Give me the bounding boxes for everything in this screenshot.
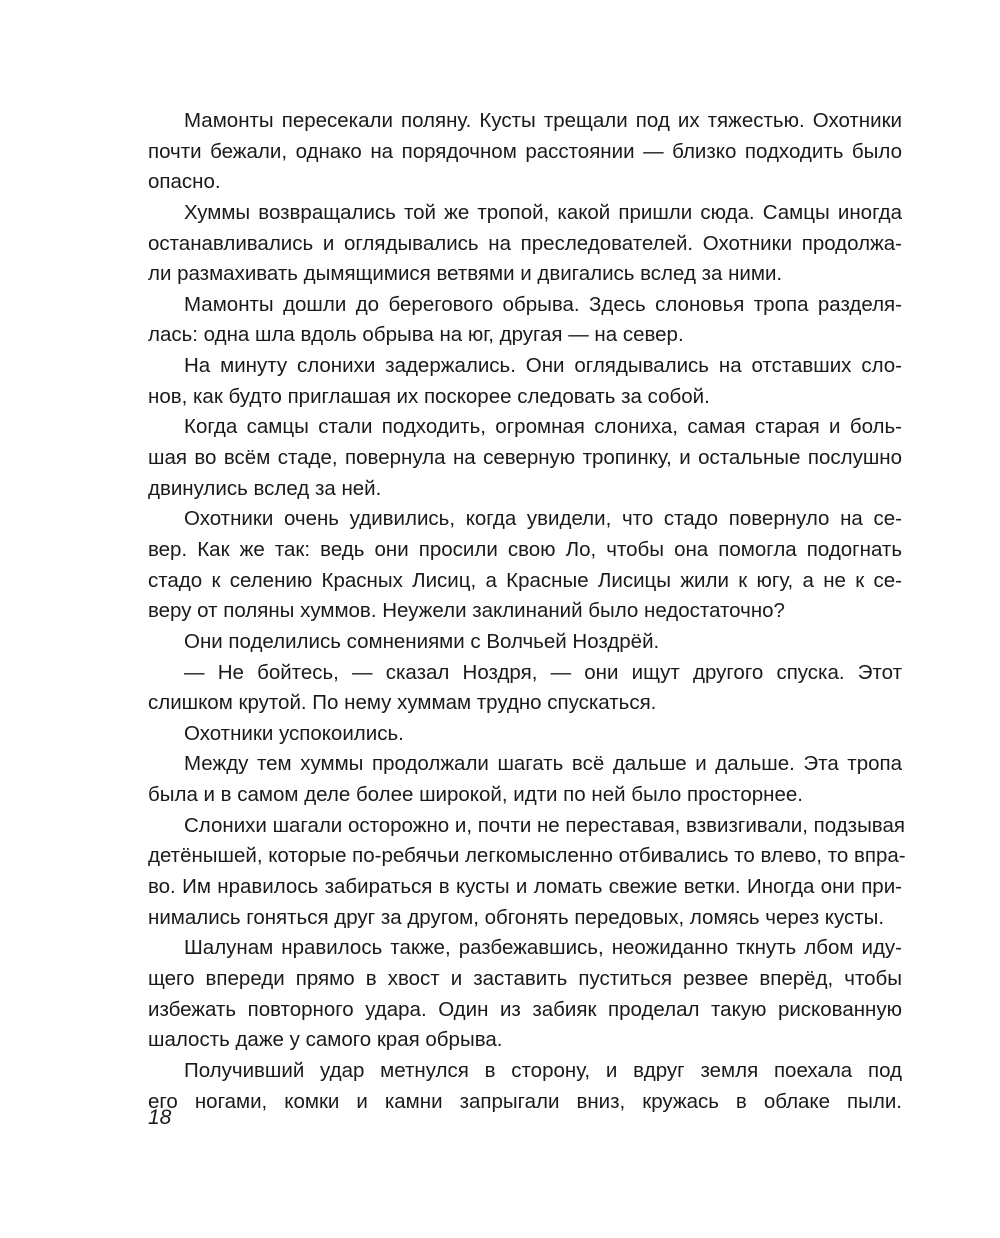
paragraph	[148, 933, 902, 1056]
text-line: вер. Как же так: ведь они просили свою Ло, чтобы она помогла подогнать	[148, 537, 902, 561]
paragraph	[148, 749, 902, 810]
text-line: Хуммы возвращались той же тропой, какой пришли сюда. Самцы иногда	[184, 200, 902, 224]
text-line: щего впереди прямо в хвост и заставить пуститься резвее вперёд, чтобы	[148, 966, 902, 990]
text-line: Мамонты пересекали поляну. Кусты трещали под их тяжестью. Охотники	[184, 109, 902, 132]
text-line: — Не бойтесь, — сказал Ноздря, — они ищут другого спуска. Этот	[184, 660, 902, 684]
paragraph	[148, 106, 902, 198]
paragraph	[148, 351, 902, 412]
text-line: слишком крутой. По нему хуммам трудно спускаться.	[148, 691, 657, 715]
paragraph	[148, 412, 902, 504]
text-line: нов, как будто приглашая их поскорее следовать за собой.	[148, 384, 710, 408]
paragraph	[148, 658, 902, 719]
paragraph	[148, 627, 902, 658]
body-text	[148, 106, 906, 1117]
paragraph	[148, 290, 902, 351]
text-line: ли размахивать дымящимися ветвями и двигались вслед за ними.	[148, 262, 783, 286]
text-line: Охотники очень удивились, когда увидели, что стадо повернуло на се-	[184, 507, 902, 531]
paragraph	[148, 504, 902, 627]
text-line: На минуту слонихи задержались. Они оглядывались на отставших сло-	[184, 354, 902, 378]
text-line: детёнышей, которые по-ребячьи легкомысленно отбивались то влево, то впра-	[148, 844, 906, 868]
text-line: была и в самом деле более широкой, идти по ней было просторнее.	[148, 783, 803, 807]
paragraph	[148, 811, 906, 934]
text-line: его ногами, комки и камни запрыгали вниз, кружась в облаке пыли.	[148, 1089, 902, 1113]
text-line: шая во всём стаде, повернула на северную тропинку, и остальные послушно	[148, 446, 902, 470]
text-line: двинулись вслед за ней.	[148, 476, 382, 500]
text-line: Они поделились сомнениями с Волчьей Ноздрёй.	[184, 629, 660, 653]
text-line: нимались гоняться друг за другом, обгонять передовых, ломясь через кусты.	[148, 905, 885, 929]
text-line: веру от поляны хуммов. Неужели заклинаний было недостаточно?	[148, 599, 785, 623]
text-line: во. Им нравилось забираться в кусты и ломать свежие ветки. Иногда они при-	[148, 875, 902, 899]
text-line: Между тем хуммы продолжали шагать всё дальше и дальше. Эта тропа	[184, 752, 902, 776]
text-line: почти бежали, однако на порядочном расстоянии — близко подходить было	[148, 139, 902, 163]
text-line: Мамонты дошли до берегового обрыва. Здесь слоновья тропа разделя-	[184, 292, 902, 316]
text-line: Когда самцы стали подходить, огромная слониха, самая старая и боль-	[184, 415, 902, 439]
text-line: Получивший удар метнулся в сторону, и вдруг земля поехала под	[184, 1058, 902, 1082]
text-line: опасно.	[148, 170, 221, 194]
text-line: Охотники успокоились.	[184, 721, 404, 745]
paragraph	[148, 1056, 902, 1117]
text-line: шалость даже у самого края обрыва.	[148, 1028, 503, 1052]
text-line: Шалунам нравилось также, разбежавшись, неожиданно ткнуть лбом иду-	[184, 936, 902, 960]
page-number: 18	[148, 1106, 172, 1129]
text-line: стадо к селению Красных Лисиц, а Красные Лисицы жили к югу, а не к се-	[148, 568, 902, 592]
paragraph	[148, 198, 902, 290]
text-line: Слонихи шагали осторожно и, почти не переставая, взвизгивали, подзывая	[184, 813, 905, 837]
text-line: избежать повторного удара. Один из забияк проделал такую рискованную	[148, 997, 902, 1021]
paragraph	[148, 719, 902, 750]
text-line: останавливались и оглядывались на преследователей. Охотники продолжа-	[148, 231, 902, 255]
text-line: лась: одна шла вдоль обрыва на юг, другая — на север.	[148, 323, 684, 347]
